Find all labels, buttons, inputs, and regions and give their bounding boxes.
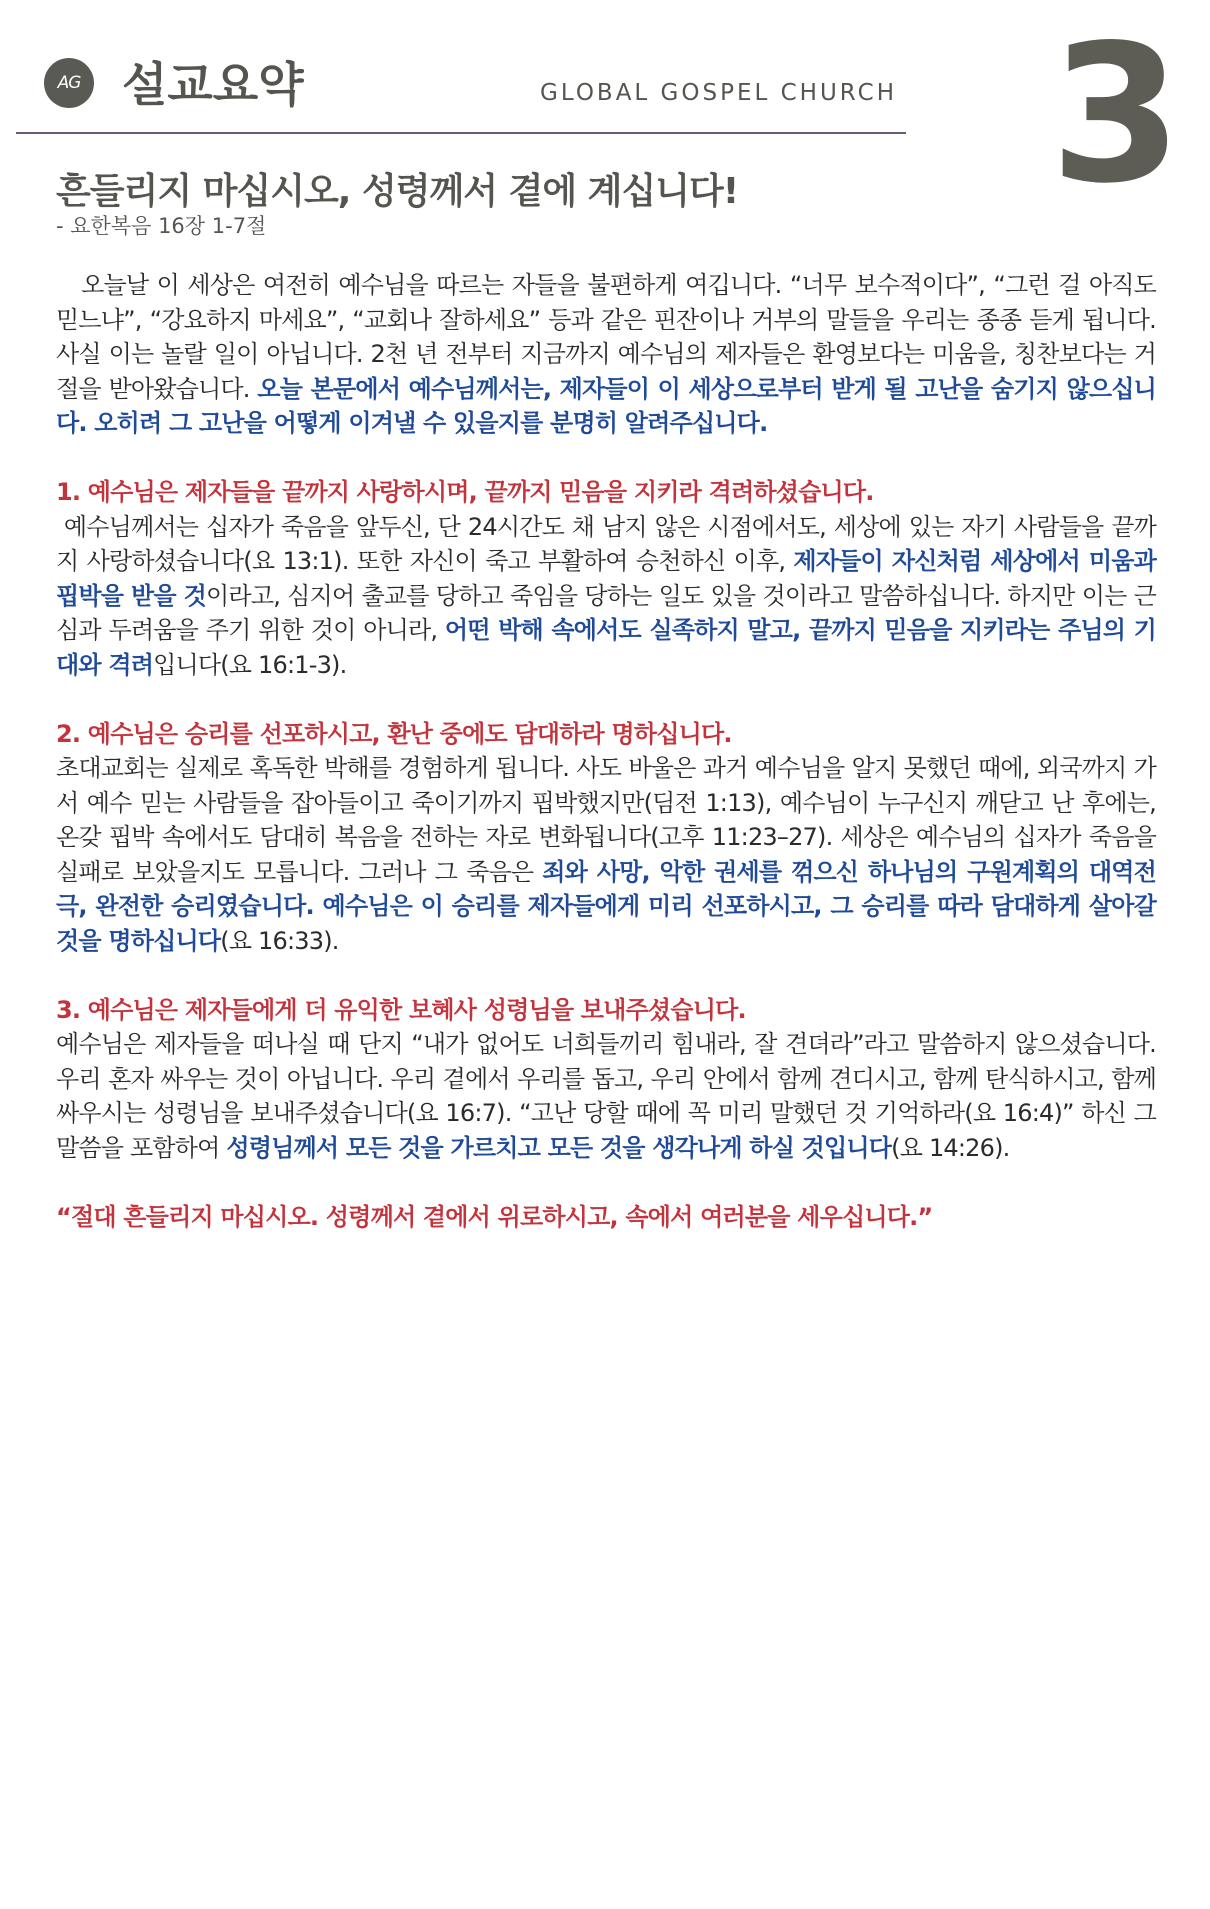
point1-paragraph: [56, 510, 1156, 683]
point1-emphasis-1: 제자들이 자신처럼 세상에서 미움과 핍박을 받을 것: [56, 547, 1156, 610]
point1-text-1: 예수님께서는 십자가 죽음을 앞두신, 단 24시간도 채 남지 않은 시점에서도, 세상에 있는 자기 사람들을 끝까지 사랑하셨습니다(요 13:1). 또한 자신이 죽고 부활하여 승천하신 이후,: [56, 512, 1156, 575]
church-logo: [44, 58, 94, 108]
point2-text-1: 초대교회는 실제로 혹독한 박해를 경험하게 됩니다. 사도 바울은 과거 예수님을 알지 못했던 때에, 외국까지 가서 예수 믿는 사람들을 잡아들이고 죽이기까지 핍박했지만(딤전 1:13), 예수님이 누구신지 깨닫고 난 후에는, 온갖 핍박 속에서도 담대히 복음을 전하는 자로 변화됩니다(고후 11:23–27). 세상은 예수님의 십자가 죽음을 실패로 보았을지도 모릅니다. 그러나 그 죽음은: [56, 754, 1156, 886]
point1-heading: 1. 예수님은 제자들을 끝까지 사랑하시며, 끝까지 믿음을 지키라 격려하셨습니다.: [56, 478, 874, 506]
point2-heading: 2. 예수님은 승리를 선포하시고, 환난 중에도 담대하라 명하십니다.: [56, 719, 732, 748]
point3-text-1: 예수님은 제자들을 떠나실 때 단지 “내가 없어도 너희들끼리 힘내라, 잘 견뎌라”라고 말씀하지 않으셨습니다. 우리 혼자 싸우는 것이 아닙니다. 우리 곁에서 우리를 돕고, 우리 안에서 함께 견디시고, 함께 탄식하시고, 함께 싸우시는 성령님을 보내주셨습니다(요 16:7). “고난 당할 때에 꼭 미리 말했던 것 기억하라(요 16:4)” 하신 그 말씀을 포함하여: [56, 1030, 1156, 1162]
intro-paragraph: [56, 268, 1156, 441]
header-divider: [16, 132, 906, 134]
point3-paragraph: [56, 1027, 1156, 1165]
sermon-title: 흔들리지 마십시오, 성령께서 곁에 계십니다!: [56, 171, 739, 212]
spacer: [56, 1165, 1156, 1200]
point3-heading: 3. 예수님은 제자들에게 더 유익한 보혜사 성령님을 보내주셨습니다.: [56, 995, 746, 1024]
point1-text-3: 입니다(요 16:1-3).: [153, 650, 347, 679]
point3-emphasis: 성령님께서 모든 것을 가르치고 모든 것을 생각나게 하실 것입니다: [226, 1133, 892, 1162]
point1-emphasis-2: 어떤 박해 속에서도 실족하지 말고, 끝까지 믿음을 지키라는 주님의 기대와 격려: [56, 616, 1156, 679]
point3-text-2: (요 14:26).: [891, 1133, 1010, 1162]
point2-text-2: (요 16:33).: [220, 926, 339, 955]
church-name: GLOBAL GOSPEL CHURCH: [540, 80, 897, 106]
point1-text-2: 이라고, 심지어 출교를 당하고 죽임을 당하는 일도 있을 것이라고 말씀하십니다. 하지만 이는 근심과 두려움을 주기 위한 것이 아니라,: [56, 581, 1156, 644]
spacer: [56, 682, 1156, 717]
logo-text: AG: [57, 73, 81, 93]
intro-text: 오늘날 이 세상은 여전히 예수님을 따르는 자들을 불편하게 여깁니다. “너무 보수적이다”, “그런 걸 아직도 믿느냐”, “강요하지 마세요”, “교회나 잘하세요” 등과 같은 핀잔이나 거부의 말들을 우리는 종종 듣게 됩니다. 사실 이는 놀랄 일이 아닙니다. 2천 년 전부터 지금까지 예수님의 제자들은 환영보다는 미움을, 칭찬보다는 거절을 받아왔습니다.: [56, 271, 1156, 403]
scripture-reference: - 요한복음 16장 1-7절: [56, 214, 267, 238]
spacer: [56, 958, 1156, 993]
intro-emphasis: 오늘 본문에서 예수님께서는, 제자들이 이 세상으로부터 받게 될 고난을 숨기지 않으십니다. 오히려 그 고난을 어떻게 이겨낼 수 있을지를 분명히 알려주십니다.: [56, 374, 1156, 437]
closing-quote: “절대 흔들리지 마십시오. 성령께서 곁에서 위로하시고, 속에서 여러분을 세우십니다.”: [56, 1202, 933, 1231]
section-title: 설교요약: [122, 58, 304, 113]
point2-paragraph: [56, 751, 1156, 958]
page-number: 3: [1050, 4, 1183, 225]
spacer: [56, 441, 1156, 476]
sermon-body: [56, 268, 1156, 1234]
point2-emphasis: 죄와 사망, 악한 권세를 꺾으신 하나님의 구원계획의 대역전극, 완전한 승리였습니다. 예수님은 이 승리를 제자들에게 미리 선포하시고, 그 승리를 따라 담대하게 살아갈 것을 명하십니다: [56, 857, 1156, 955]
